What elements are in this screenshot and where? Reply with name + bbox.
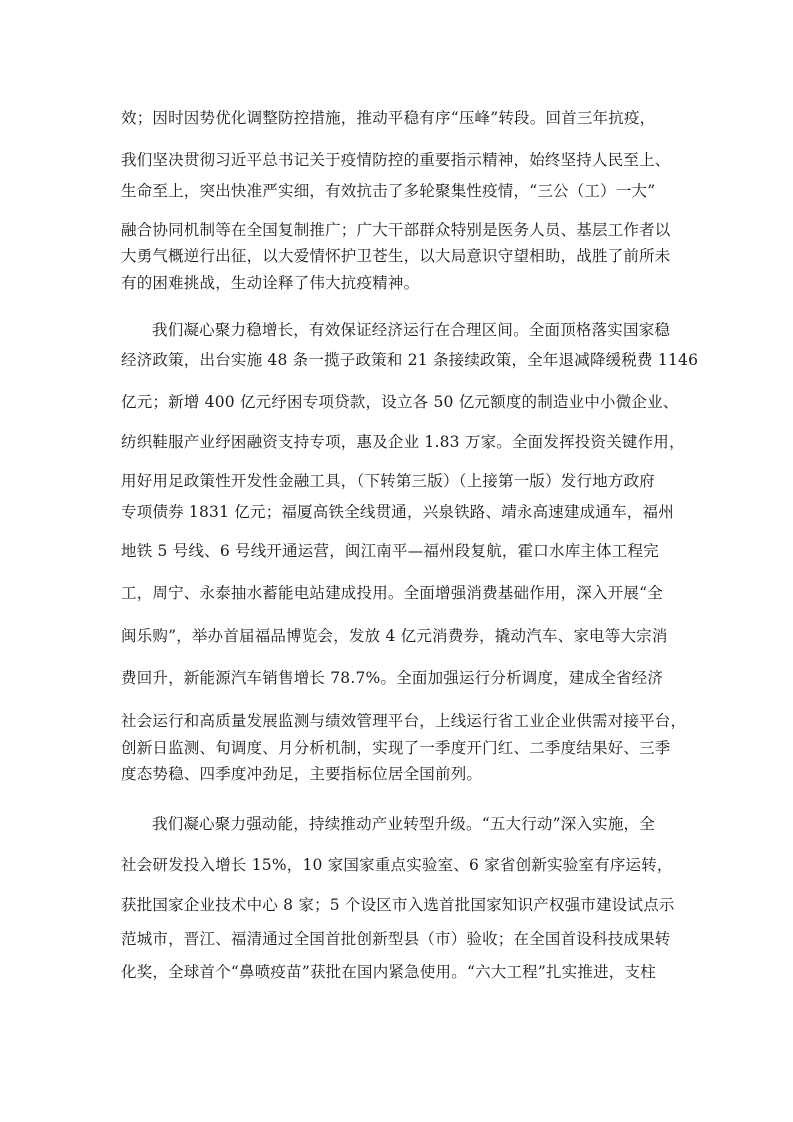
text-line: 社会运行和高质量发展监测与绩效管理平台，上线运行省工业企业供需对接平台， (121, 712, 687, 730)
text-line: 度态势稳、四季度冲劲足，主要指标位居全国前列。 (121, 765, 483, 783)
text-line: 效；因时因势优化调整防控措施，推动平稳有序“压峰”转段。回首三年抗疫， (121, 109, 656, 127)
text-line: 我们坚决贯彻习近平总书记关于疫情防控的重要指示精神，始终坚持人民至上、 (121, 151, 671, 169)
text-line: 有的困难挑战，生动诠释了伟大抗疫精神。 (121, 274, 420, 292)
text-line: 生命至上，突出快准严实细，有效抗击了多轮聚集性疫情，“三公（工）一大” (121, 182, 656, 200)
text-line: 范城市，晋江、福清通过全国首批创新型县（市）验收；在全国首设科技成果转 (121, 930, 671, 948)
text-line: 经济政策，出台实施 48 条一揽子政策和 21 条接续政策，全年退减降缓税费 1146 (121, 351, 699, 369)
text-line: 创新日监测、旬调度、月分析机制，实现了一季度开门红、二季度结果好、三季 (121, 739, 671, 757)
text-line: 融合协同机制等在全国复制推广；广大干部群众特别是医务人员、基层工作者以 (121, 221, 671, 239)
paragraph-first-line: 我们凝心聚力强动能，持续推动产业转型升级。“五大行动”深入实施，全 (152, 815, 655, 833)
text-line: 纺织鞋服产业纾困融资支持专项，惠及企业 1.83 万家。全面发挥投资关键作用， (121, 433, 685, 451)
text-line: 大勇气概逆行出征，以大爱情怀护卫苍生，以大局意识守望相助，战胜了前所未 (121, 247, 671, 265)
paragraph-first-line: 我们凝心聚力稳增长，有效保证经济运行在合理区间。全面顶格落实国家稳 (152, 321, 671, 339)
text-line: 获批国家企业技术中心 8 家；5 个设区市入选首批国家知识产权强市建设试点示 (121, 896, 675, 914)
text-line: 专项债券 1831 亿元；福厦高铁全线贯通，兴泉铁路、靖永高速建成通车，福州 (121, 503, 674, 521)
text-line: 闽乐购”，举办首届福品博览会，发放 4 亿元消费券，撬动汽车、家电等大宗消 (121, 627, 668, 645)
text-line: 社会研发投入增长 15%，10 家国家重点实验室、6 家省创新实验室有序运转， (121, 856, 673, 874)
text-line: 地铁 5 号线、6 号线开通运营，闽江南平—福州段复航，霍口水库主体工程完 (121, 542, 659, 560)
text-line: 费回升，新能源汽车销售增长 78.7%。全面加强运行分析调度，建成全省经济 (121, 669, 664, 687)
text-line: 亿元；新增 400 亿元纾困专项贷款，设立各 50 亿元额度的制造业中小微企业、 (121, 393, 679, 411)
text-line: 工，周宁、永泰抽水蓄能电站建成投用。全面增强消费基础作用，深入开展“全 (121, 584, 663, 602)
text-line: 化奖，全球首个“鼻喷疫苗”获批在国内紧急使用。“六大工程”扎实推进，支柱 (121, 963, 656, 981)
text-line: 用好用足政策性开发性金融工具，（下转第三版）（上接第一版）发行地方政府 (121, 472, 656, 490)
